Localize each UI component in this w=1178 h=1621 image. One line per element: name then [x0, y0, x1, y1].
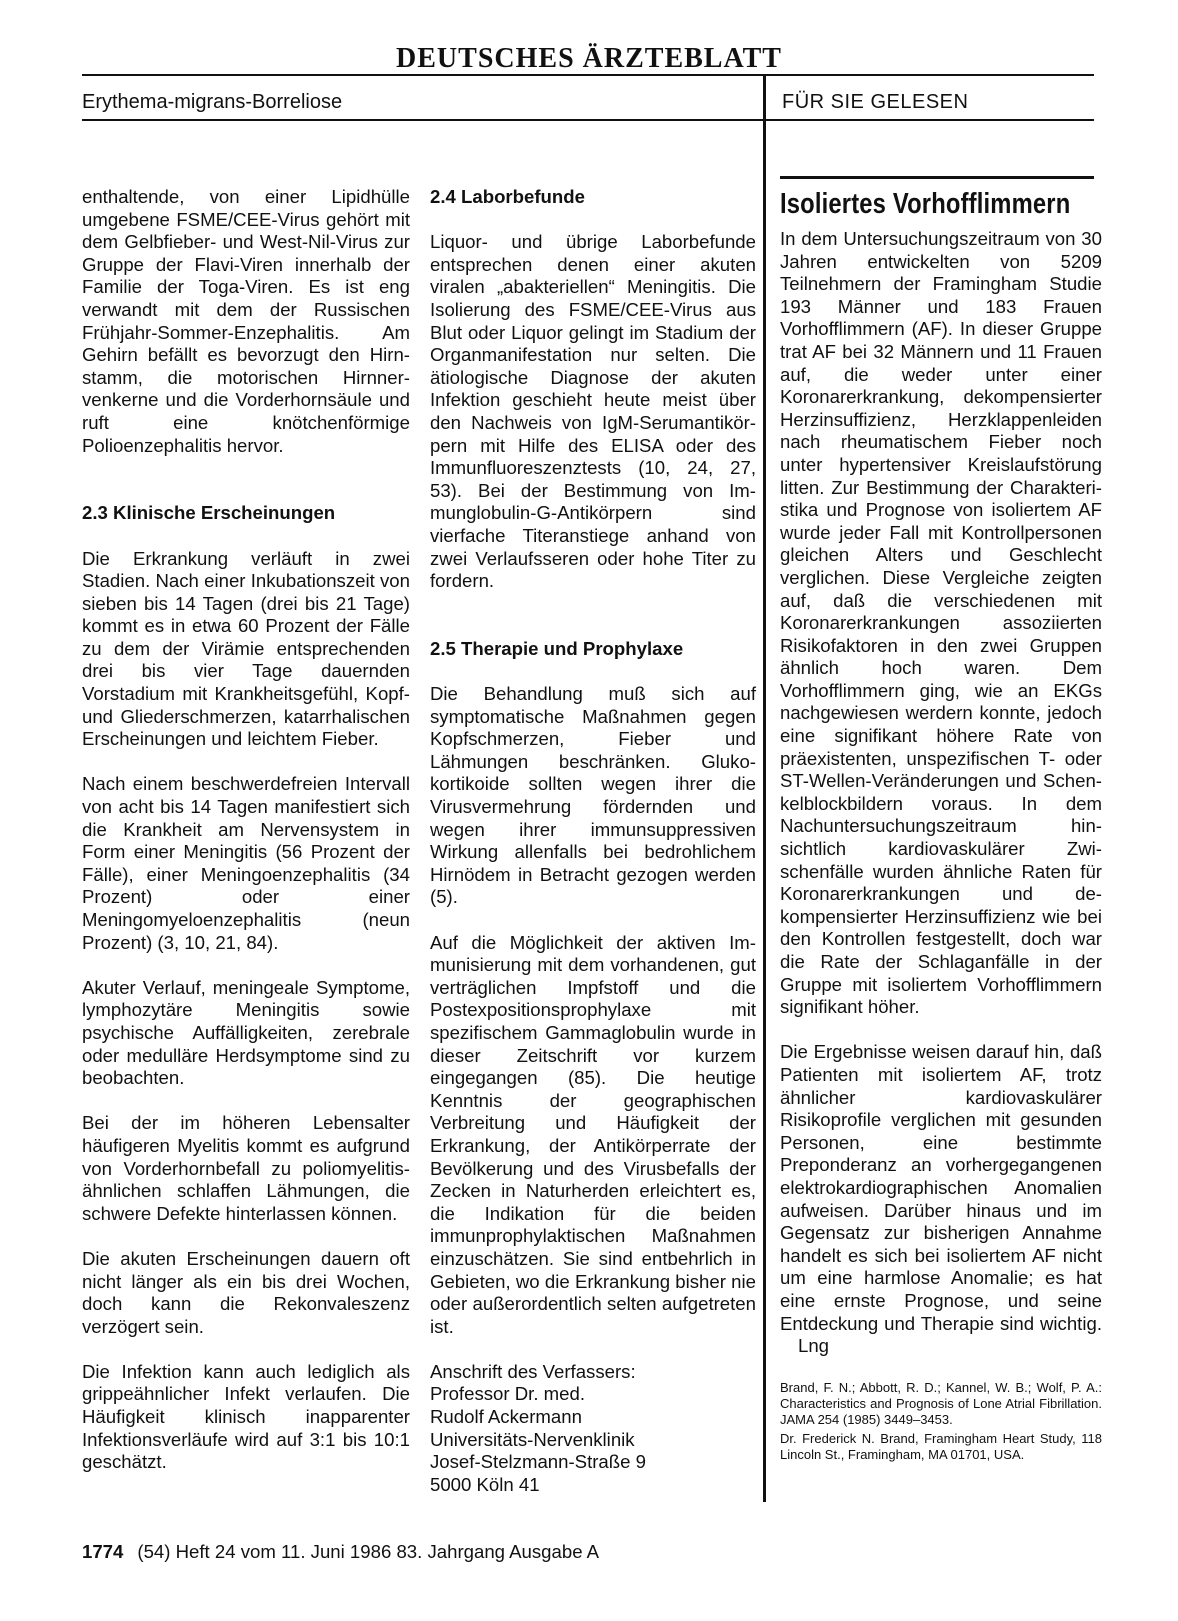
- header-rule: [82, 119, 1094, 121]
- col1-paragraph: Bei der im höheren Lebensalter häufigeren Myelitis kommt es aufgrund von Vorderhornbefall zu poliomyelitis-ähnlichen schlaffen Lähmungen, die schwere Defekte hinterlassen können.: [82, 1112, 410, 1224]
- article-title: Isoliertes Vorhofflimmern: [780, 188, 1071, 220]
- author-address-line: Anschrift des Verfassers:: [430, 1360, 636, 1382]
- col1-paragraph: Die akuten Erscheinungen dauern oft nicht länger als ein bis drei Wochen, doch kann die Rekonvaleszenz verzögert sein.: [82, 1247, 410, 1337]
- column-divider: [763, 74, 766, 1502]
- reference-address: Dr. Frederick N. Brand, Framingham Heart Study, 118 Lincoln St., Framingham, MA 01701, USA.: [780, 1431, 1102, 1463]
- masthead: DEUTSCHES ÄRZTEBLATT: [396, 43, 782, 74]
- column-1: [82, 186, 410, 1496]
- reference-citation: Brand, F. N.; Abbott, R. D.; Kannel, W. B.; Wolf, P. A.: Characteristics and Prognosis of Lone Atrial Fibrillation. JAMA 254 (1985) 3449–3453.: [780, 1380, 1102, 1428]
- heading-2-3: 2.3 Klinische Erscheinungen: [82, 502, 336, 524]
- author-address-line: 5000 Köln 41: [430, 1473, 540, 1495]
- section-header-left: Erythema-migrans-Borreliose: [82, 91, 343, 113]
- author-signature: Lng: [798, 1335, 830, 1357]
- masthead-rule: [82, 74, 1094, 76]
- page-number: 1774: [82, 1541, 124, 1562]
- col3-paragraph: [780, 1041, 1102, 1357]
- col2-paragraph: Liquor- und übrige Laborbefunde entsprechen denen einer akuten viralen „abakteriellen“ Meningitis. Die Isolierung des FSME/CEE-Virus aus Blut oder Liquor gelingt im Stadium der Organmanifestation nur selten. Die ätiologische Diagnose der akuten Infektion geschieht heute meist über den Nachweis von IgM-Serumantikörpern mit Hilfe des ELISA oder des Immunfluoreszenztests (10, 24, 27, 53). Bei der Bestimmung von Immunglobulin-G-Antikörpern sind vierfache Titeranstiege anhand von zwei Verlaufsseren oder hohe Titer zu fordern.: [430, 231, 756, 592]
- section-header-right: FÜR SIE GELESEN: [782, 91, 969, 113]
- col1-paragraph: Nach einem beschwerdefreien Intervall von acht bis 14 Tagen manifestiert sich die Krankheit am Nervensystem in Form einer Meningitis (56 Prozent der Fälle), einer Meningoenzephalitis (34 Prozent) oder einer Meningomyeloenzephalitis (neun Prozent) (3, 10, 21, 84).: [82, 773, 410, 953]
- heading-2-4: 2.4 Laborbefunde: [430, 186, 585, 207]
- author-address-line: Universitäts-Nervenklinik: [430, 1428, 635, 1450]
- column-3: [780, 186, 1102, 1466]
- col1-paragraph: enthaltende, von einer Lipidhülle umgebene FSME/CEE-Virus gehört mit dem Gelbfieber- und West-Nil-Virus zur Gruppe der Flavi-Viren innerhalb der Familie der Toga-Viren. Es ist eng verwandt mit dem der Russischen Frühjahr-Sommer-Enzephalitis. Am Gehirn befällt es bevorzugt den Hirnstamm, die motorischen Hirnnervenkerne und die Vorderhornsäule und ruft eine knötchenförmige Polioenzephalitis hervor.: [82, 186, 410, 456]
- page-footer: [82, 1540, 599, 1564]
- col1-paragraph: Akuter Verlauf, meningeale Symptome, lymphozytäre Meningitis sowie psychische Auffälligkeiten, zerebrale oder medulläre Herdsymptome sind zu beobachten.: [82, 976, 410, 1089]
- column-top-rule: [780, 176, 1094, 179]
- col2-paragraph: Auf die Möglichkeit der aktiven Immunisierung mit dem vorhandenen, gut verträglichen Impfstoff und die Postexpositionsprophylaxe mit spezifischem Gammaglobulin wurde in dieser Zeitschrift vor kurzem eingegangen (85). Die heutige Kenntnis der geographischen Verbreitung und Häufigkeit der Erkrankung, der Antikörperrate der Bevölkerung und des Virusbefalls der Zecken in Naturherden erleichtert es, die Indikation für die beiden immunprophylaktischen Maßnahmen einzuschätzen. Sie sind entbehrlich in Gebieten, wo die Erkrankung bisher nie oder außerordentlich selten aufgetreten ist.: [430, 931, 756, 1337]
- col1-paragraph: Die Erkrankung verläuft in zwei Stadien. Nach einer Inkubationszeit von sieben bis 14 Tagen (drei bis 21 Tage) kommt es in etwa 60 Prozent der Fälle zu dem der Virämie entsprechenden drei bis vier Tage dauernden Vorstadium mit Krankheitsgefühl, Kopf- und Gliederschmerzen, katarrhalischen Erscheinungen und leichtem Fieber.: [82, 547, 410, 750]
- heading-2-5: 2.5 Therapie und Prophylaxe: [430, 637, 684, 659]
- column-2: [430, 186, 756, 1496]
- author-address-line: Josef-Stelzmann-Straße 9: [430, 1451, 646, 1473]
- col3-paragraph: In dem Untersuchungszeitraum von 30 Jahren entwickelten von 5209 Teilnehmern der Framingham Studie 193 Männer und 183 Frauen Vorhofflimmern (AF). In dieser Gruppe trat AF bei 32 Männern und 11 Frauen auf, die weder unter einer Koronarerkrankung, dekompensierter Herzinsuffizienz, Herzklappenleiden nach rheumatischem Fieber noch unter hypertensiver Kreislaufstörung litten. Zur Bestimmung der Charakteristika und Prognose von isoliertem AF wurde jeder Fall mit Kontrollpersonen gleichen Alters und Geschlecht verglichen. Diese Vergleiche zeigten auf, daß die verschiedenen mit Koronarerkrankungen assoziierten Risikofaktoren in den zwei Gruppen ähnlich hoch waren. Dem Vorhofflimmern ging, wie an EKGs nachgewiesen werdern konnte, jedoch eine signifikant höhere Rate von präexistenten, unspezifischen T- oder ST-Wellen-Veränderungen und Schenkelblockbildern voraus. In dem Nachuntersuchungszeitraum hinsichtlich kardiovaskulärer Zwischenfälle wurden ähnliche Raten für Koronarerkrankungen und dekompensierter Herzinsuffizienz wie bei den Kontrollen festgestellt, doch war die Rate der Schlaganfälle in der Gruppe mit isoliertem Vorhofflimmern signifikant höher.: [780, 228, 1102, 1018]
- col1-paragraph: Die Infektion kann auch lediglich als grippeähnlicher Infekt verlaufen. Die Häufigkeit klinisch inapparenter Infektionsverläufe wird auf 3:1 bis 10:1 geschätzt.: [82, 1360, 410, 1473]
- col2-paragraph: Die Behandlung muß sich auf symptomatische Maßnahmen gegen Kopfschmerzen, Fieber und Lähmungen beschränken. Glukokortikoide sollten wegen ihrer die Virusvermehrung fördernden und wegen ihrer immunsuppressiven Wirkung allenfalls bei bedrohlichem Hirnödem in Betracht gezogen werden (5).: [430, 683, 756, 908]
- issue-info: (54) Heft 24 vom 11. Juni 1986 83. Jahrgang Ausgabe A: [137, 1541, 600, 1562]
- author-address-line: Rudolf Ackermann: [430, 1406, 582, 1428]
- col3-paragraph-text: Die Ergebnisse weisen darauf hin, daß Patienten mit isoliertem AF, trotz ähnlicher kardiovaskulärer Risikoprofile verglichen mit gesunden Personen, eine bestimmte Preponderanz an vorhergegangenen elektrokardiographischen Anomalien aufweisen. Darüber hinaus und im Gegensatz zur bisherigen Annahme handelt es sich bei isoliertem AF nicht um eine harmlose Anomalie; es hat eine ernste Prognose, und seine Entdeckung und Therapie sind wichtig.: [780, 1041, 1102, 1334]
- author-address-line: Professor Dr. med.: [430, 1383, 585, 1405]
